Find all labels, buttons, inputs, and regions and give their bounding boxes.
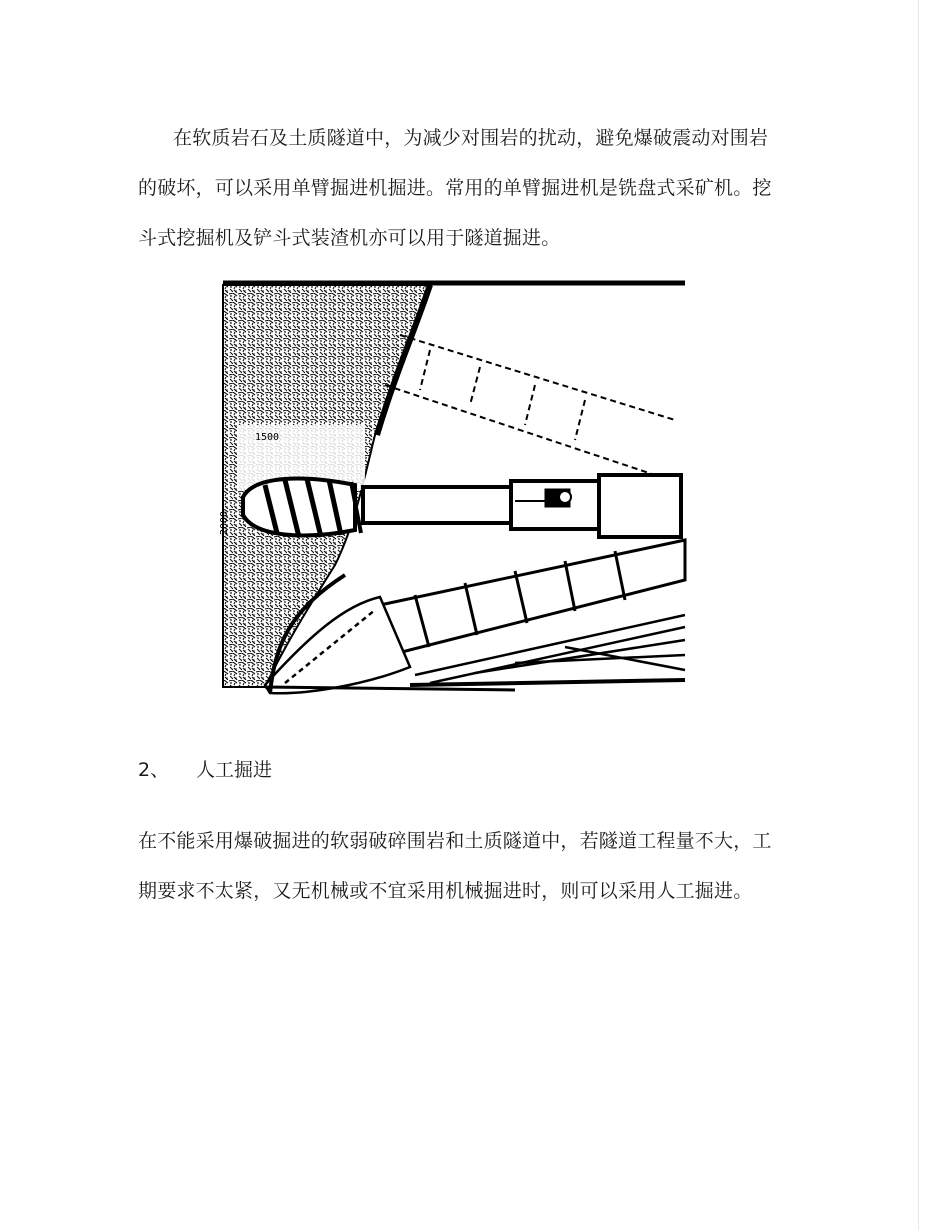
- section-title: 人工掘进: [196, 759, 273, 781]
- section-number: 2、: [138, 759, 170, 781]
- roadheader-illustration: [215, 275, 693, 715]
- dimension-label-top: 1500: [255, 432, 280, 443]
- page-edge: [918, 0, 919, 1230]
- intro-paragraph: 在软质岩石及土质隧道中，为减少对围岩的扰动，避免爆破震动对围岩的破坏，可以采用单臂掘进机掘进。常用的单臂掘进机是铣盘式采矿机。挖斗式挖掘机及铲斗式装渣机亦可以用于隧道掘进。: [138, 127, 772, 249]
- dimension-label-side: 2000: [219, 510, 230, 535]
- section-heading: [138, 755, 272, 785]
- manual-excavation-paragraph: 在不能采用爆破掘进的软弱破碎围岩和土质隧道中，若隧道工程量不大，工期要求不太紧，又无机械或不宜采用机械掘进时，则可以采用人工掘进。: [138, 830, 772, 902]
- main-arm: [363, 475, 681, 537]
- upper-boom: [385, 335, 675, 475]
- cutting-head: [243, 479, 361, 537]
